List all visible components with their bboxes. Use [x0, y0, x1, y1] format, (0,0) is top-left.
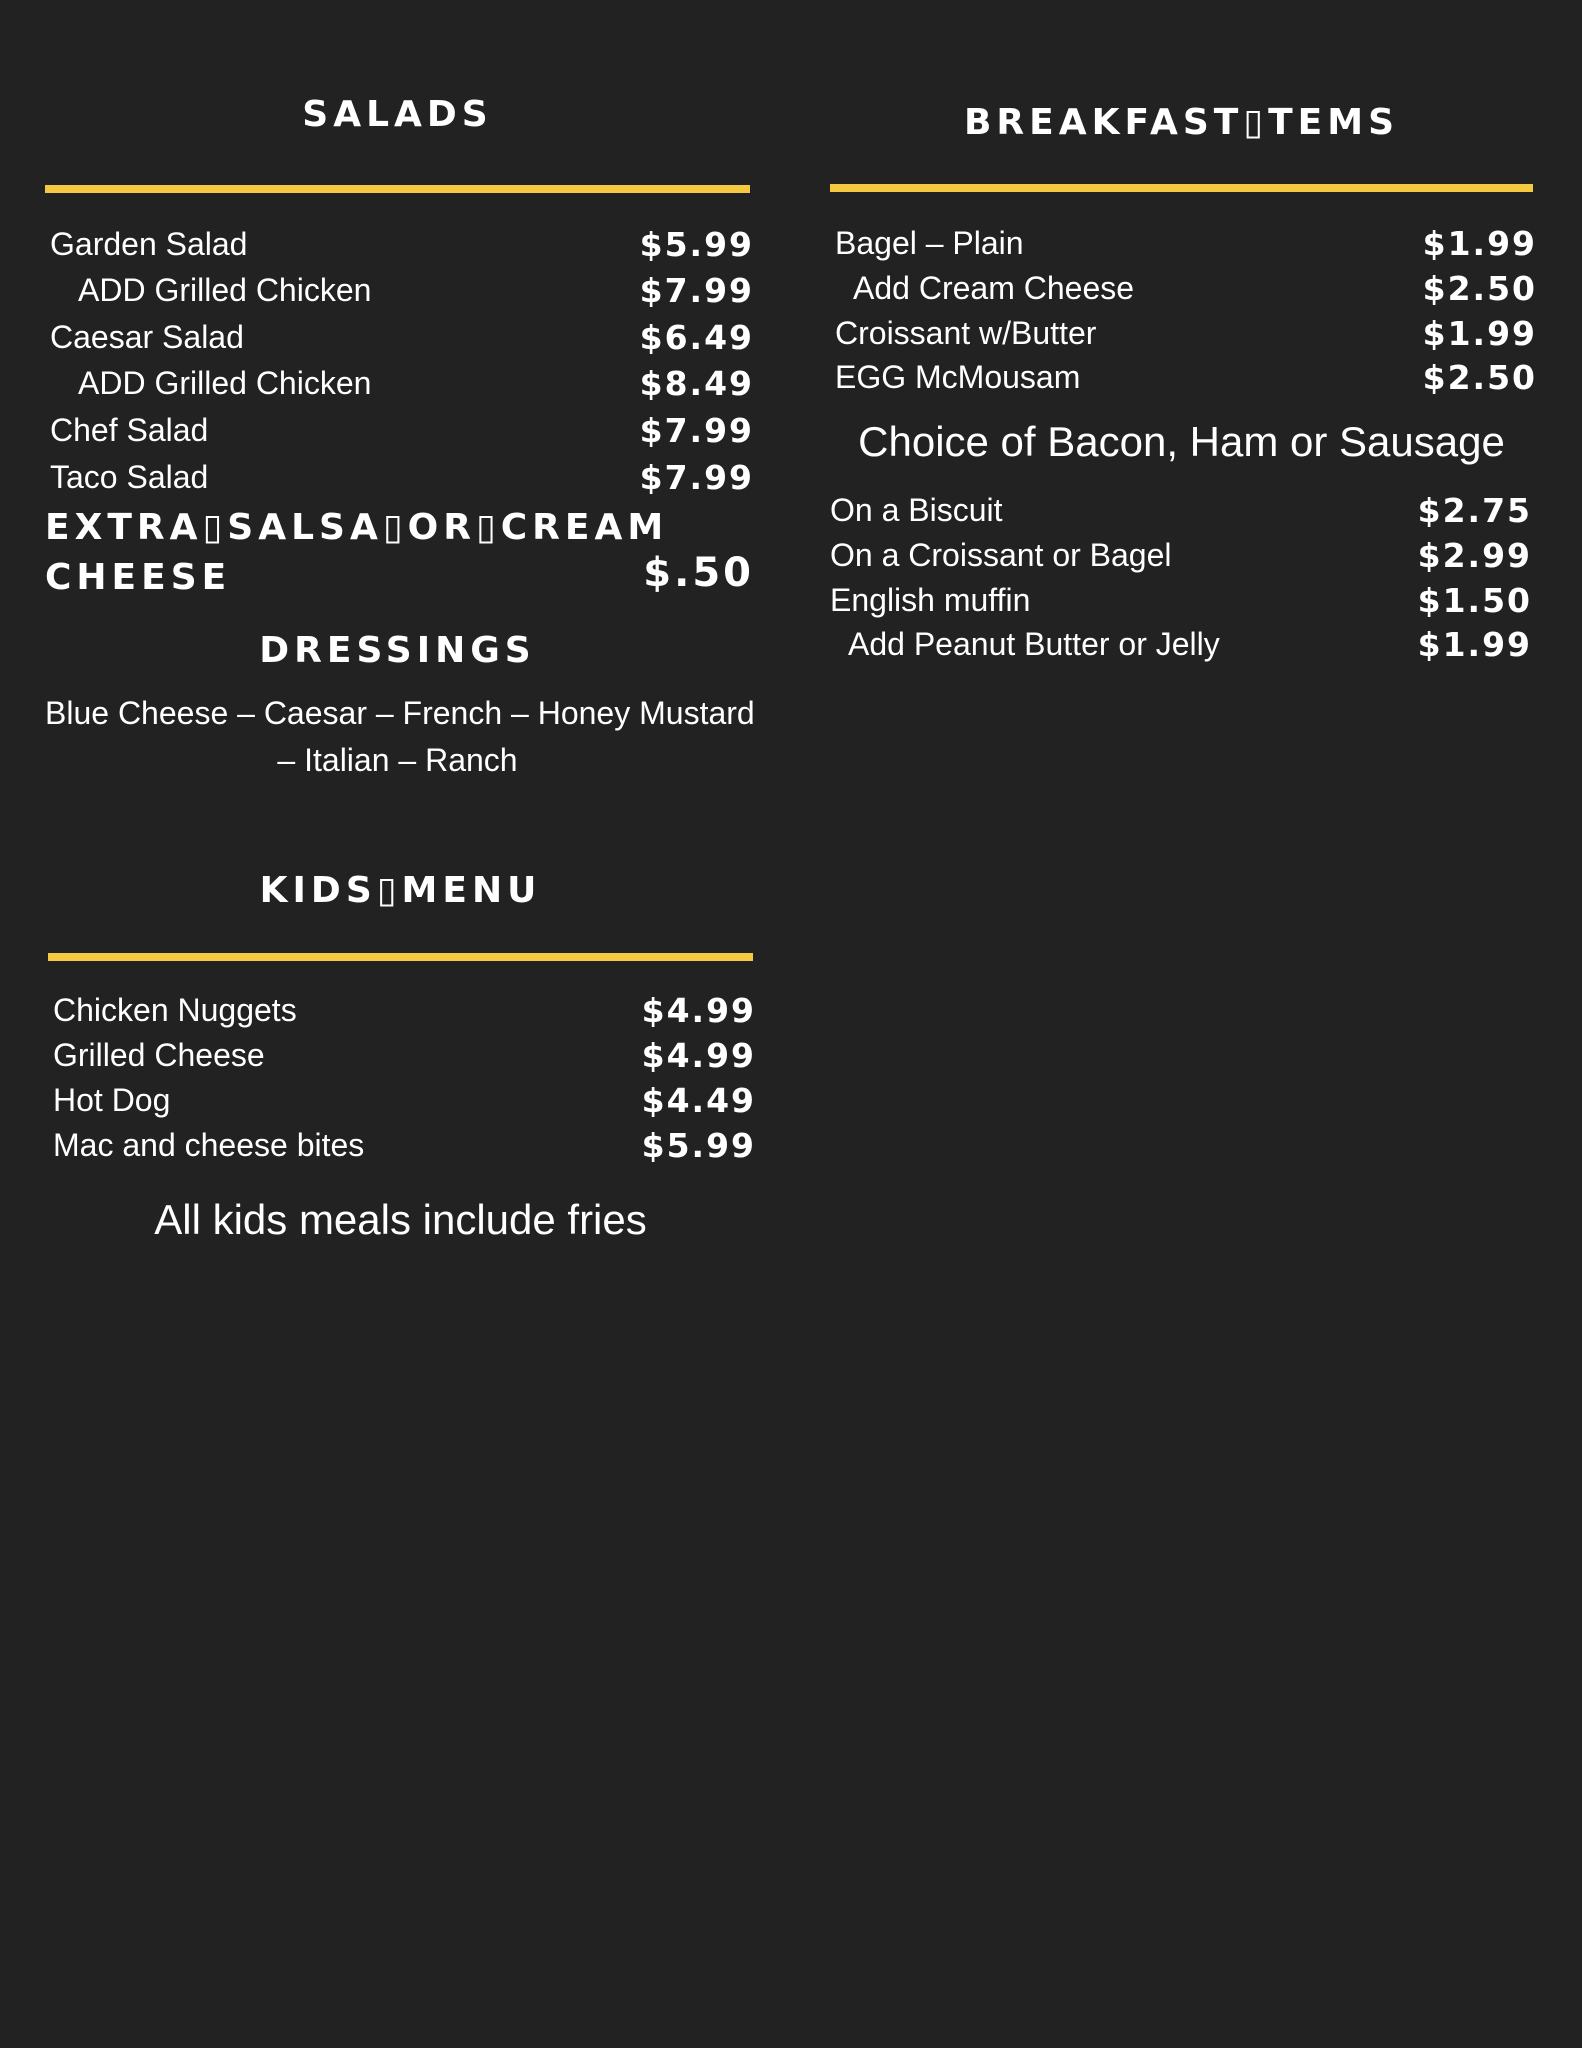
menu-item-name: Chicken Nuggets: [53, 991, 297, 1028]
menu-item-price: $2.99: [1417, 535, 1532, 575]
menu-item-row: [835, 221, 1537, 265]
extra-salsa-price: $.50: [643, 550, 754, 596]
menu-item-name: EGG McMousam: [835, 358, 1081, 395]
breakfast-divider: [830, 184, 1533, 192]
menu-item-row: [50, 408, 754, 452]
menu-item-row: [50, 315, 754, 359]
menu-item-name: ADD Grilled Chicken: [78, 364, 372, 401]
extra-salsa-line2: CHEESE: [45, 557, 232, 598]
menu-item-name: Garden Salad: [50, 225, 248, 262]
menu-item-price: $7.99: [639, 270, 754, 310]
menu-item-price: $4.99: [641, 990, 756, 1030]
breakfast-choice-note: Choice of Bacon, Ham or Sausage: [858, 418, 1505, 465]
menu-item-name: On a Biscuit: [830, 491, 1003, 528]
menu-item-price: $1.50: [1417, 580, 1532, 620]
menu-item-row: [835, 266, 1537, 310]
menu-item-name: Croissant w/Butter: [835, 314, 1097, 351]
menu-item-row: [53, 1078, 756, 1122]
menu-item-name: Taco Salad: [50, 458, 209, 495]
menu-item-row: [50, 455, 754, 499]
menu-item-price: $6.49: [639, 317, 754, 357]
menu-item-price: $1.99: [1417, 624, 1532, 664]
menu-item-price: $2.50: [1422, 268, 1537, 308]
menu-item-price: $1.99: [1422, 223, 1537, 263]
menu-item-row: [830, 578, 1532, 622]
menu-item-price: $5.99: [639, 224, 754, 264]
menu-item-price: $5.99: [641, 1125, 756, 1165]
kids-menu-divider: [48, 953, 753, 961]
menu-item-price: $7.99: [639, 410, 754, 450]
menu-item-name: Add Cream Cheese: [853, 269, 1135, 306]
menu-item-row: [830, 622, 1532, 666]
menu-item-row: [830, 488, 1532, 532]
menu-item-row: [53, 1123, 756, 1167]
dressings-heading: DRESSINGS: [259, 630, 536, 671]
dressings-line1: Blue Cheese – Caesar – French – Honey Mustard: [45, 695, 755, 731]
menu-item-name: Hot Dog: [53, 1081, 171, 1118]
menu-item-name: Chef Salad: [50, 411, 209, 448]
salads-heading: SALADS: [302, 94, 493, 135]
menu-item-row: [50, 222, 754, 266]
extra-salsa-label: [45, 503, 668, 603]
salads-divider: [45, 185, 750, 193]
dressings-list: [45, 690, 755, 784]
menu-item-name: English muffin: [830, 581, 1031, 618]
menu-item-price: $8.49: [639, 363, 754, 403]
menu-item-row: [830, 533, 1532, 577]
dressings-line2: – Italian – Ranch: [277, 742, 518, 778]
menu-item-row: [835, 355, 1537, 399]
menu-item-name: Mac and cheese bites: [53, 1126, 365, 1163]
menu-item-price: $2.50: [1422, 357, 1537, 397]
kids-menu-note: All kids meals include fries: [154, 1196, 647, 1243]
kids-menu-heading: KIDS▯MENU: [259, 870, 542, 911]
menu-item-name: Bagel – Plain: [835, 224, 1024, 261]
menu-item-price: $4.99: [641, 1035, 756, 1075]
menu-item-name: Add Peanut Butter or Jelly: [848, 625, 1220, 662]
menu-item-row: [50, 268, 754, 312]
menu-item-row: [835, 311, 1537, 355]
menu-item-price: $7.99: [639, 457, 754, 497]
menu-item-row: [50, 361, 754, 405]
breakfast-heading: BREAKFAST▯TEMS: [963, 102, 1400, 143]
menu-item-name: On a Croissant or Bagel: [830, 536, 1172, 573]
menu-item-price: $2.75: [1417, 490, 1532, 530]
menu-item-name: ADD Grilled Chicken: [78, 271, 372, 308]
menu-item-name: Grilled Cheese: [53, 1036, 265, 1073]
menu-item-row: [53, 988, 756, 1032]
extra-salsa-line1: EXTRA▯SALSA▯OR▯CREAM: [45, 507, 669, 548]
menu-item-price: $4.49: [641, 1080, 756, 1120]
menu-item-row: [53, 1033, 756, 1077]
menu-item-price: $1.99: [1422, 313, 1537, 353]
menu-item-name: Caesar Salad: [50, 318, 244, 355]
